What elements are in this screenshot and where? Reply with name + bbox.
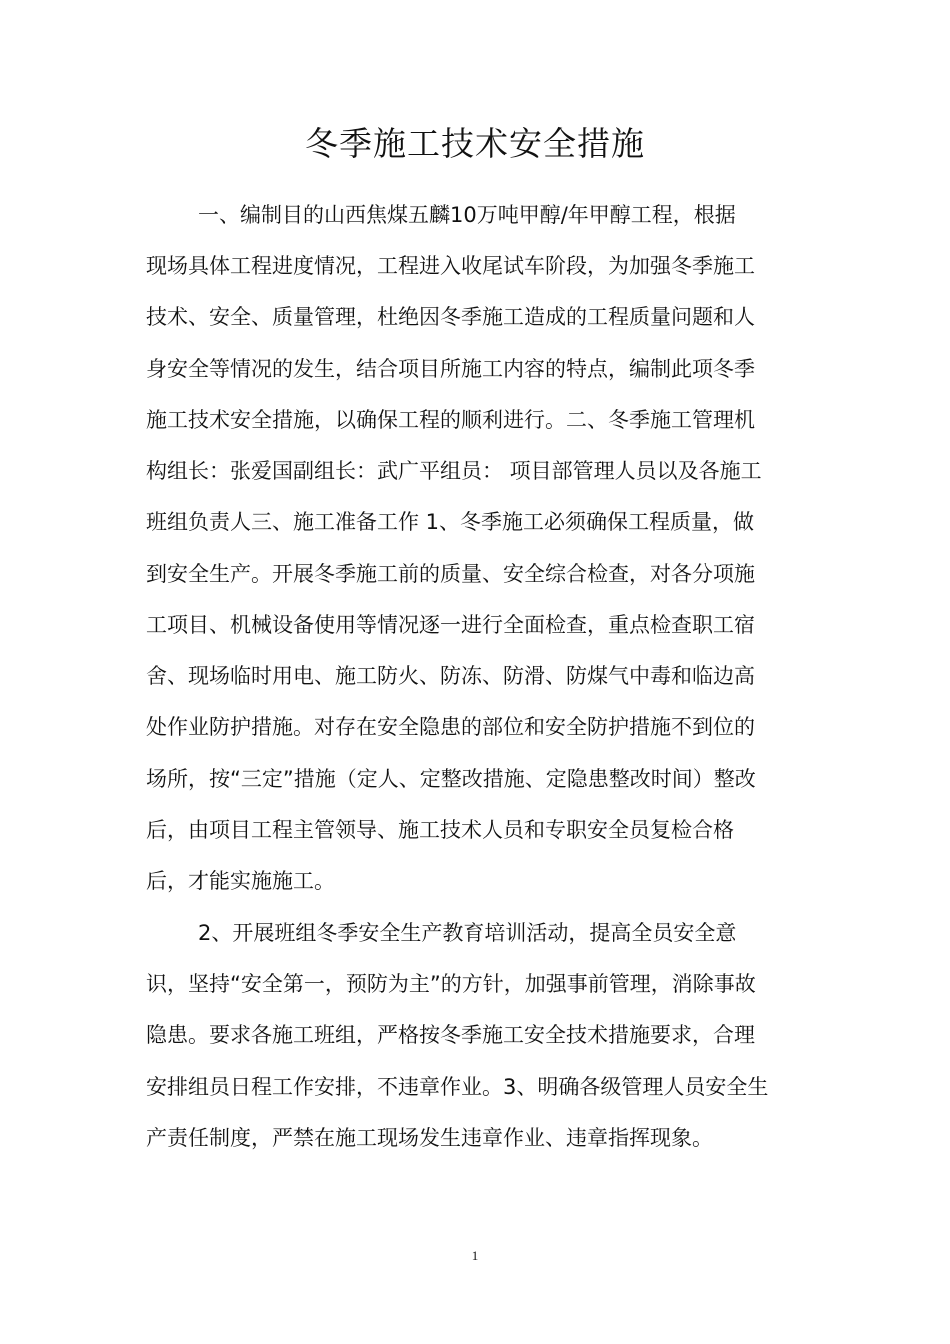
text-line: 场所，按“三定”措施（定人、定整改措施、定隐患整改时间）整改 xyxy=(146,767,756,791)
text-line: 班组负责人三、施工准备工作 1、冬季施工必须确保工程质量，做 xyxy=(146,510,755,534)
text-line: 到安全生产。开展冬季施工前的质量、安全综合检查，对各分项施 xyxy=(146,562,755,586)
text-line: 后，才能实施施工。 xyxy=(146,869,335,893)
text-line: 识，坚持“安全第一，预防为主”的方针，加强事前管理，消除事故 xyxy=(146,972,756,996)
document-title: 冬季施工技术安全措施 xyxy=(305,124,645,163)
text-line: 施工技术安全措施，以确保工程的顺利进行。二、冬季施工管理机 xyxy=(146,408,755,432)
text-line: 后，由项目工程主管领导、施工技术人员和专职安全员复检合格 xyxy=(146,818,734,842)
text-line: 2、开展班组冬季安全生产教育培训活动，提高全员安全意 xyxy=(198,921,737,945)
text-line: 构组长：张爱国副组长：武广平组员： 项目部管理人员以及各施工 xyxy=(146,459,762,483)
text-line: 舍、现场临时用电、施工防火、防冻、防滑、防煤气中毒和临边高 xyxy=(146,664,755,688)
page-number: 1 xyxy=(471,1248,479,1263)
text-line: 处作业防护措施。对存在安全隐患的部位和安全防护措施不到位的 xyxy=(146,715,755,739)
text-line: 产责任制度，严禁在施工现场发生违章作业、违章指挥现象。 xyxy=(146,1126,713,1150)
text-line: 一、编制目的山西焦煤五麟10万吨甲醇/年甲醇工程，根据 xyxy=(198,203,736,227)
text-line: 安排组员日程工作安排，不违章作业。3、明确各级管理人员安全生 xyxy=(146,1075,769,1099)
text-line: 工项目、机械设备使用等情况逐一进行全面检查，重点检查职工宿 xyxy=(146,613,755,637)
text-line: 身安全等情况的发生，结合项目所施工内容的特点，编制此项冬季 xyxy=(146,357,755,381)
text-line: 隐患。要求各施工班组，严格按冬季施工安全技术措施要求，合理 xyxy=(146,1023,755,1047)
text-line: 现场具体工程进度情况，工程进入收尾试车阶段，为加强冬季施工 xyxy=(146,254,755,278)
text-line: 技术、安全、质量管理，杜绝因冬季施工造成的工程质量问题和人 xyxy=(146,305,755,329)
